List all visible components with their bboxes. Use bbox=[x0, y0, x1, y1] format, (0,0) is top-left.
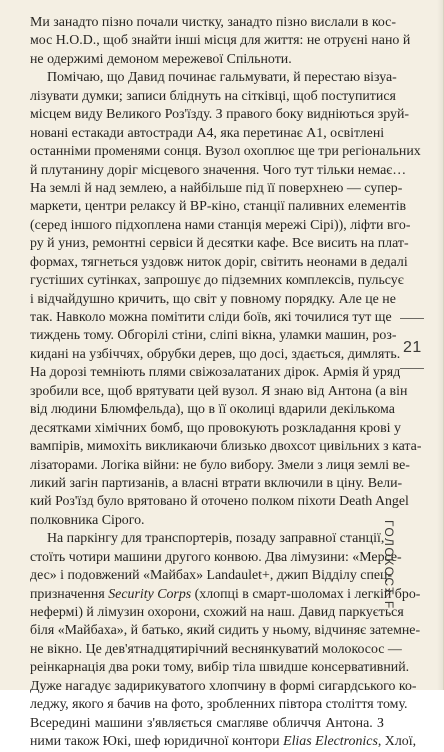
text-line: біля «Майбаха», й батько, який сидить у ньому, відчиняє затемне- bbox=[30, 623, 421, 639]
text-line: мос H.O.D., щоб знайти інші місця для життя: не отруєні нано й bbox=[30, 33, 411, 49]
text-line: від людини Блюмфельда), що в її околиці вдарили декількома bbox=[30, 402, 395, 418]
page-edge-shadow bbox=[437, 0, 443, 690]
text-line: Всередині машини з'являється смагляве обличчя Антона. З bbox=[30, 715, 384, 731]
text-line: формах, тягнеться уздовж ниток доріг, світить неонами в дедалі bbox=[30, 254, 408, 270]
text-line: десятками хімічних бомб, що провокують розкладання крові у bbox=[30, 420, 401, 436]
text-line: і відчайдушно кричить, що світ у повному порядку. Але це не bbox=[30, 291, 396, 307]
italic-term: Elias Electronics bbox=[283, 734, 378, 750]
text-line: кий Роз'їзд було врятовано й оточено полком піхоти Death Angel bbox=[30, 494, 409, 510]
text-line: не одержимі демоном мережевої Спільноти. bbox=[30, 51, 292, 67]
text-line: вампірів, мимохіть викликаючи близько двохсот цивільних з ката- bbox=[30, 439, 422, 455]
text-line: леджу, якого я бачив на фото, зробленних півтора століття тому. bbox=[30, 697, 408, 713]
running-header: ГОЛОКОСТ F bbox=[382, 520, 396, 610]
text-line: На паркінгу для транспортерів, позаду заправної станції, bbox=[47, 531, 385, 547]
text-line: ру й униз, ремонтні сервіси й десятки кафе. Все висить на плат- bbox=[30, 236, 409, 252]
text-line: ними також Юкі, шеф юридичної контори Elias Electronics, Хлої, bbox=[30, 734, 417, 750]
text-line: густіших сутінках, запрошує до підземних комплексів, пульсує bbox=[30, 273, 404, 289]
text-line: останніми променями сонця. Вузол охоплює ще три регіональних bbox=[30, 144, 421, 160]
text-line: нефермі) й лімузин охорони, схожий на наш. Давид паркується bbox=[30, 605, 404, 620]
text-line: Дуже нагадує задирикуватого хлопчину в формі сигардського ко- bbox=[30, 678, 417, 694]
text-line: призначення Security Corps (хлопці в смарт-шоломах і легкій бро- bbox=[30, 586, 421, 602]
text-line: й плутанину доріг місцевого значення. Чого тут тільки немає… bbox=[30, 162, 407, 178]
text-line: Ми занадто пізно почали чистку, занадто пізно вислали в кос- bbox=[30, 15, 396, 30]
text-line: не вікно. Це дев'ятнадцятирічний веснянкуватий молокосос — bbox=[30, 641, 402, 657]
text-line: На землі й над землею, а найбільше під її поверхнею — супер- bbox=[30, 180, 403, 196]
text-line: ликий загін партизанів, а власні втрати включили в ціну. Вели- bbox=[30, 475, 403, 491]
text-line: лізувати думки; записи бліднуть на сітківці, щоб поступитися bbox=[30, 88, 396, 104]
text-line: місцем виду Великого Роз'їзду. З правого боку видніються зруй- bbox=[30, 107, 410, 123]
text-line: так. Навколо можна помітити сліди боїв, які точилися тут ще bbox=[30, 310, 392, 325]
page-number-rule-bottom bbox=[400, 368, 424, 369]
text-line: маркети, центри релаксу й ВР-кіно, станції паливних елементів bbox=[30, 199, 407, 215]
paragraph-1 bbox=[30, 14, 411, 69]
text-line: тиждень тому. Обгорілі стіни, сліпі вікна, уламки машин, роз- bbox=[30, 328, 397, 344]
text-line: кидані на узбіччях, обрубки дерев, що досі, здається, димлять. bbox=[30, 346, 401, 362]
text-line: дес» і подовжений «Майбах» Landaulet+, джип Відділу спец- bbox=[30, 568, 393, 584]
text-line: (серед іншого підхоплена нами станція мережі Сірі)), ліфти вго- bbox=[30, 217, 411, 233]
page-number: 21 bbox=[403, 339, 422, 356]
text-line: Помічаю, що Давид починає гальмувати, й перестаю візуа- bbox=[47, 70, 397, 86]
text-line: зробили все, щоб врятувати цей вузол. Я знаю від Антона (а він bbox=[30, 383, 408, 399]
page-number-rule-top bbox=[400, 318, 424, 319]
text-line: стоїть чотири машини другого конвою. Два лімузини: «Мерсе- bbox=[30, 549, 402, 565]
text-line: полковника Сірого. bbox=[30, 512, 145, 528]
text-line: лізаторами. Логіка війни: не було вибору. Змели з лиця землі ве- bbox=[30, 457, 410, 473]
italic-term: Security Corps bbox=[108, 586, 192, 602]
text-line: реінкарнація два роки тому, вибір тіла швидше консервативний. bbox=[30, 660, 410, 676]
text-line: На дорозі темніють плями свіжозалатаних дірок. Армія й уряд bbox=[30, 365, 401, 381]
text-line: новані естакади автостради А4, яка перетинає А1, освітлені bbox=[30, 125, 385, 141]
